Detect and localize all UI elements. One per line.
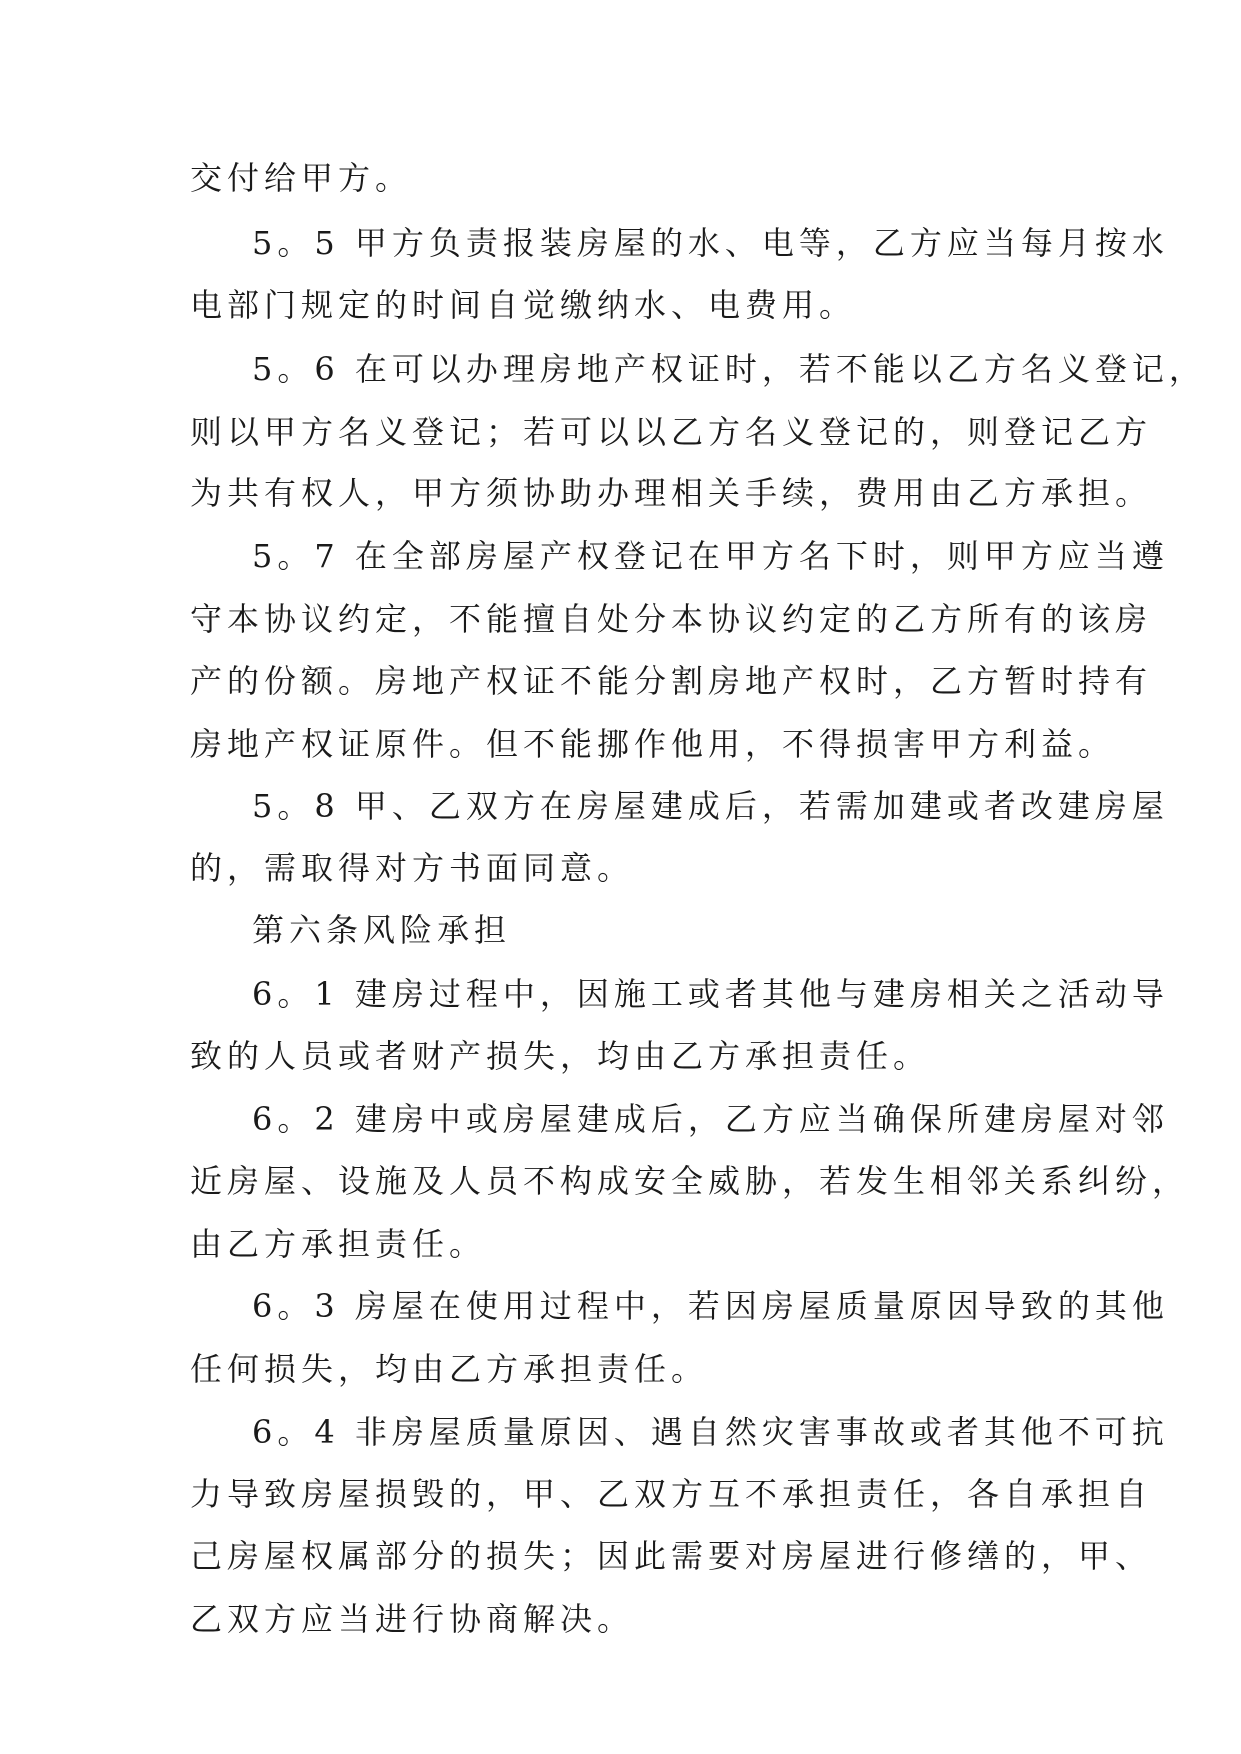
text-line: 任何损失，均由乙方承担责任。 bbox=[190, 1350, 709, 1388]
text-line: 则以甲方名义登记；若可以以乙方名义登记的，则登记乙方 bbox=[190, 413, 1153, 451]
text-line: 电部门规定的时间自觉缴纳水、电费用。 bbox=[190, 286, 857, 324]
text-line: 5。8 甲、乙双方在房屋建成后，若需加建或者改建房屋 bbox=[252, 787, 1169, 825]
text-line: 6。1 建房过程中，因施工或者其他与建房相关之活动导 bbox=[252, 975, 1169, 1013]
text-line: 产的份额。房地产权证不能分割房地产权时，乙方暂时持有 bbox=[190, 662, 1153, 700]
text-line: 5。7 在全部房屋产权登记在甲方名下时，则甲方应当遵 bbox=[252, 537, 1169, 575]
text-line: 近房屋、设施及人员不构成安全威胁，若发生相邻关系纠纷， bbox=[190, 1162, 1190, 1200]
text-line: 由乙方承担责任。 bbox=[190, 1225, 487, 1263]
text-line: 5。6 在可以办理房地产权证时，若不能以乙方名义登记， bbox=[252, 350, 1206, 388]
text-line: 6。4 非房屋质量原因、遇自然灾害事故或者其他不可抗 bbox=[252, 1413, 1169, 1451]
text-line: 守本协议约定，不能擅自处分本协议约定的乙方所有的该房 bbox=[190, 600, 1153, 638]
text-line: 5。5 甲方负责报装房屋的水、电等，乙方应当每月按水 bbox=[252, 224, 1169, 262]
text-line: 力导致房屋损毁的，甲、乙双方互不承担责任，各自承担自 bbox=[190, 1475, 1153, 1513]
text-line: 的，需取得对方书面同意。 bbox=[190, 849, 635, 887]
section-heading: 第六条风险承担 bbox=[252, 911, 512, 949]
text-line: 为共有权人，甲方须协助办理相关手续，费用由乙方承担。 bbox=[190, 474, 1153, 512]
text-line: 乙双方应当进行协商解决。 bbox=[190, 1600, 635, 1638]
text-line: 房地产权证原件。但不能挪作他用，不得损害甲方利益。 bbox=[190, 725, 1116, 763]
text-line: 交付给甲方。 bbox=[190, 159, 413, 197]
text-line: 己房屋权属部分的损失；因此需要对房屋进行修缮的，甲、 bbox=[190, 1537, 1153, 1575]
text-line: 致的人员或者财产损失，均由乙方承担责任。 bbox=[190, 1037, 931, 1075]
text-line: 6。3 房屋在使用过程中，若因房屋质量原因导致的其他 bbox=[252, 1287, 1169, 1325]
text-line: 6。2 建房中或房屋建成后，乙方应当确保所建房屋对邻 bbox=[252, 1100, 1169, 1138]
